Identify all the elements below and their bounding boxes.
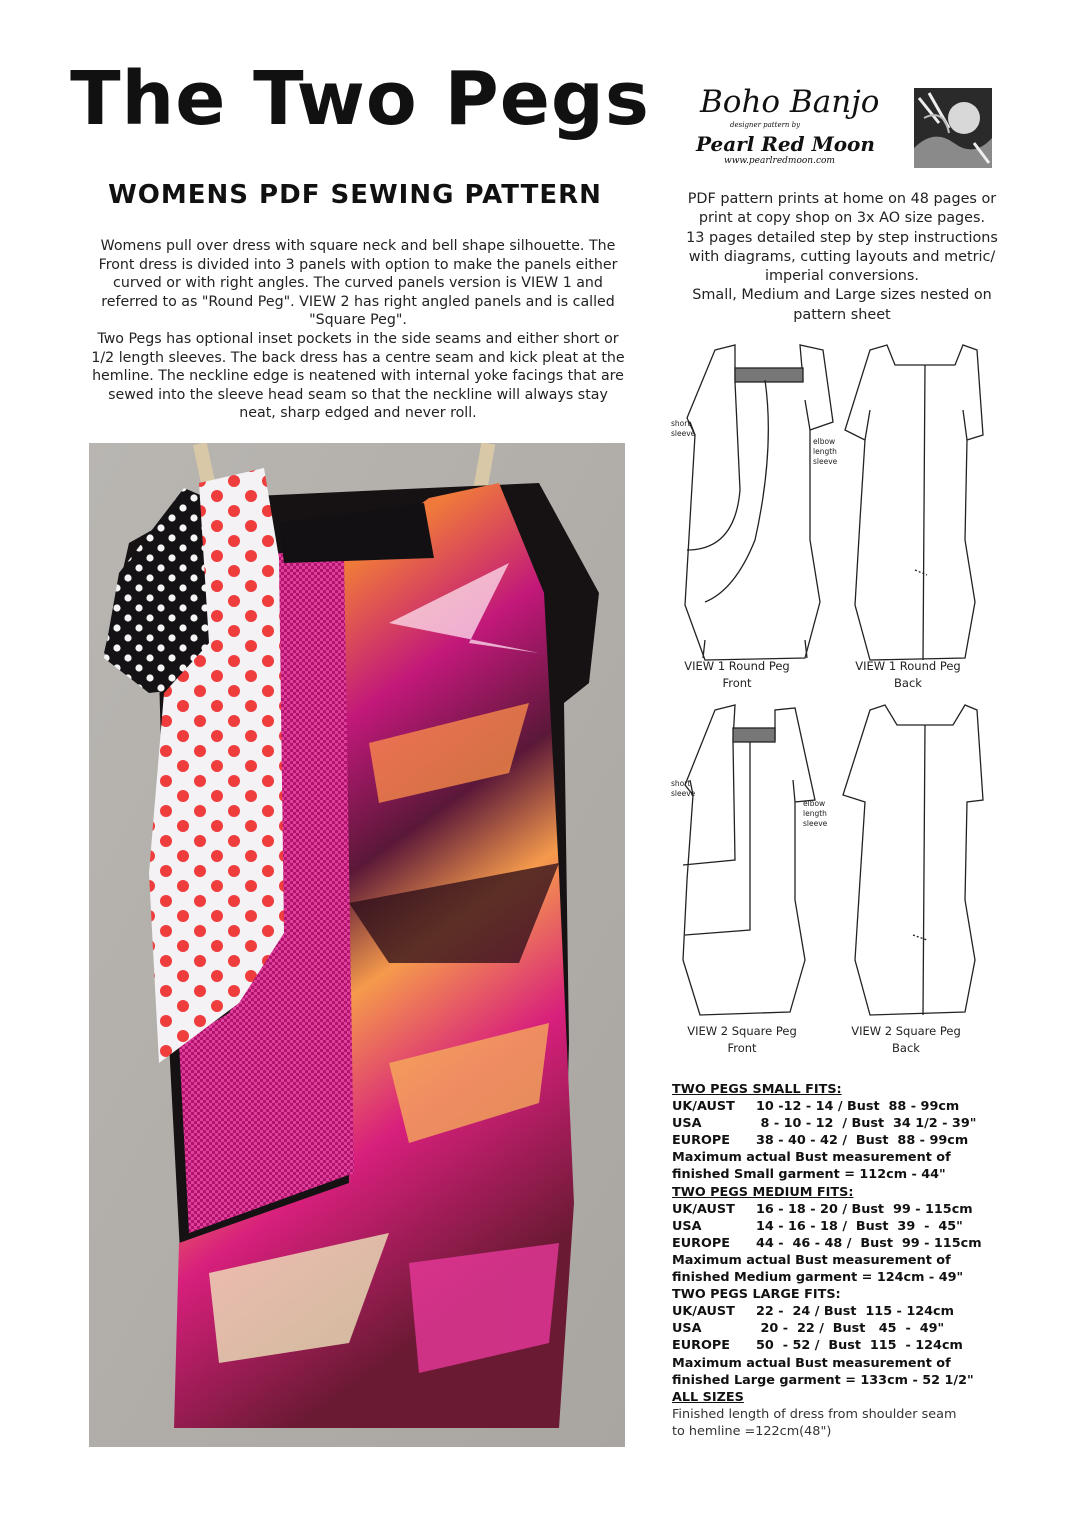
view2-back-caption: Back [892,1041,920,1055]
length-note: Finished length of dress from shoulder seam [672,1406,957,1422]
max-bust-note: Maximum actual Bust measurement of [672,1355,951,1371]
max-bust-note: finished Large garment = 133cm - 52 1/2" [672,1372,974,1388]
view2-front-caption: Front [727,1041,757,1055]
size-region: EUROPE [672,1235,730,1251]
size-values: 8 - 10 - 12 / Bust 34 1/2 - 39" [756,1116,977,1132]
short-sleeve-label: sleeve [671,789,696,798]
length-note: to hemline =122cm(48") [672,1423,832,1439]
elbow-sleeve-label: elbow [813,437,836,446]
elbow-sleeve-label: length [813,447,837,456]
size-values: 44 - 46 - 48 / Bust 99 - 115cm [756,1235,982,1251]
size-region: USA [672,1218,702,1234]
size-row [672,1218,1012,1235]
max-bust-note: finished Medium garment = 124cm - 49" [672,1270,964,1286]
size-chart [672,1081,1012,1440]
size-values: 20 - 22 / Bust 45 - 49" [756,1321,945,1337]
short-sleeve-label: short [671,779,691,788]
technical-drawings [665,340,1015,1070]
brand-name: Boho Banjo [700,84,880,120]
size-row [672,1235,1012,1252]
short-sleeve-label: short [671,419,691,428]
view2-back-caption: VIEW 2 Square Peg [851,1024,961,1038]
max-bust-note: finished Small garment = 112cm - 44" [672,1167,946,1183]
size-values: 16 - 18 - 20 / Bust 99 - 115cm [756,1201,973,1217]
size-region: EUROPE [672,1133,730,1149]
view1-back-caption: VIEW 1 Round Peg [855,659,961,673]
dress-photo [89,443,625,1447]
size-heading-medium: TWO PEGS MEDIUM FITS: [672,1184,854,1200]
view1-front-caption: VIEW 1 Round Peg [684,659,790,673]
moon-artwork-icon [914,88,992,168]
description-paragraph: Two Pegs has optional inset pockets in the side seams and either short or 1/2 length sleeves. The back dress has a centre seam and kick pleat at the hemline. The neckline edge is neatened with internal yoke facings that are sewed into the sleeve head seam so that the neckline will always stay neat, sharp edged and never roll. [91,330,625,422]
size-values: 14 - 16 - 18 / Bust 39 - 45" [756,1218,963,1234]
info-line: PDF pattern prints at home on 48 pages or print at copy shop on 3x AO size pages. [687,191,997,227]
size-values: 38 - 40 - 42 / Bust 88 - 99cm [756,1133,969,1149]
brand-tagline: designer pattern by [730,121,801,129]
elbow-sleeve-label: elbow [803,799,826,808]
size-region: USA [672,1116,702,1132]
size-region: UK/AUST [672,1099,735,1115]
size-region: UK/AUST [672,1201,735,1217]
view1-back-drawing [845,345,983,660]
page-title: The Two Pegs [70,56,650,142]
size-heading-large: TWO PEGS LARGE FITS: [672,1287,841,1303]
size-row [672,1337,1012,1354]
size-values: 10 -12 - 14 / Bust 88 - 99cm [756,1099,960,1115]
page-subtitle: WOMENS PDF SEWING PATTERN [108,180,602,210]
view2-front-caption: VIEW 2 Square Peg [687,1024,797,1038]
size-heading-all: ALL SIZES [672,1389,744,1405]
info-line: Small, Medium and Large sizes nested on pattern sheet [692,287,992,323]
size-region: USA [672,1321,702,1337]
brand-logo [680,84,1000,174]
max-bust-note: Maximum actual Bust measurement of [672,1150,951,1166]
elbow-sleeve-label: sleeve [803,819,828,828]
size-values: 22 - 24 / Bust 115 - 124cm [756,1304,954,1320]
info-line: 13 pages detailed step by step instructions with diagrams, cutting layouts and metric/ imperial conversions. [686,229,998,285]
size-values: 50 - 52 / Bust 115 - 124cm [756,1338,963,1354]
view1-front-caption: Front [722,676,752,690]
pattern-info [672,190,1012,325]
size-row [672,1132,1012,1149]
elbow-sleeve-label: sleeve [813,457,838,466]
size-row [672,1303,1012,1320]
view1-front-drawing [685,345,836,660]
description-paragraph: Womens pull over dress with square neck and bell shape silhouette. The Front dress is divided into 3 panels with option to make the panels either curved or with right angles. The curved panels version is VIEW 1 and referred to as "Round Peg". VIEW 2 has right angled panels and is called "Square Peg". [98,238,618,329]
size-row [672,1320,1012,1337]
size-row [672,1098,1012,1115]
size-row [672,1115,1012,1132]
elbow-sleeve-label: length [803,809,827,818]
brand-maker: Pearl Red Moon [696,132,875,156]
view2-front-drawing [683,705,815,1015]
description [88,237,628,423]
view1-back-caption: Back [894,676,922,690]
view2-back-drawing [843,705,983,1015]
size-region: UK/AUST [672,1304,735,1320]
size-row [672,1201,1012,1218]
brand-url: www.pearlredmoon.com [724,156,835,166]
size-region: EUROPE [672,1338,730,1354]
short-sleeve-label: sleeve [671,429,696,438]
max-bust-note: Maximum actual Bust measurement of [672,1252,951,1268]
size-heading-small: TWO PEGS SMALL FITS: [672,1082,842,1097]
